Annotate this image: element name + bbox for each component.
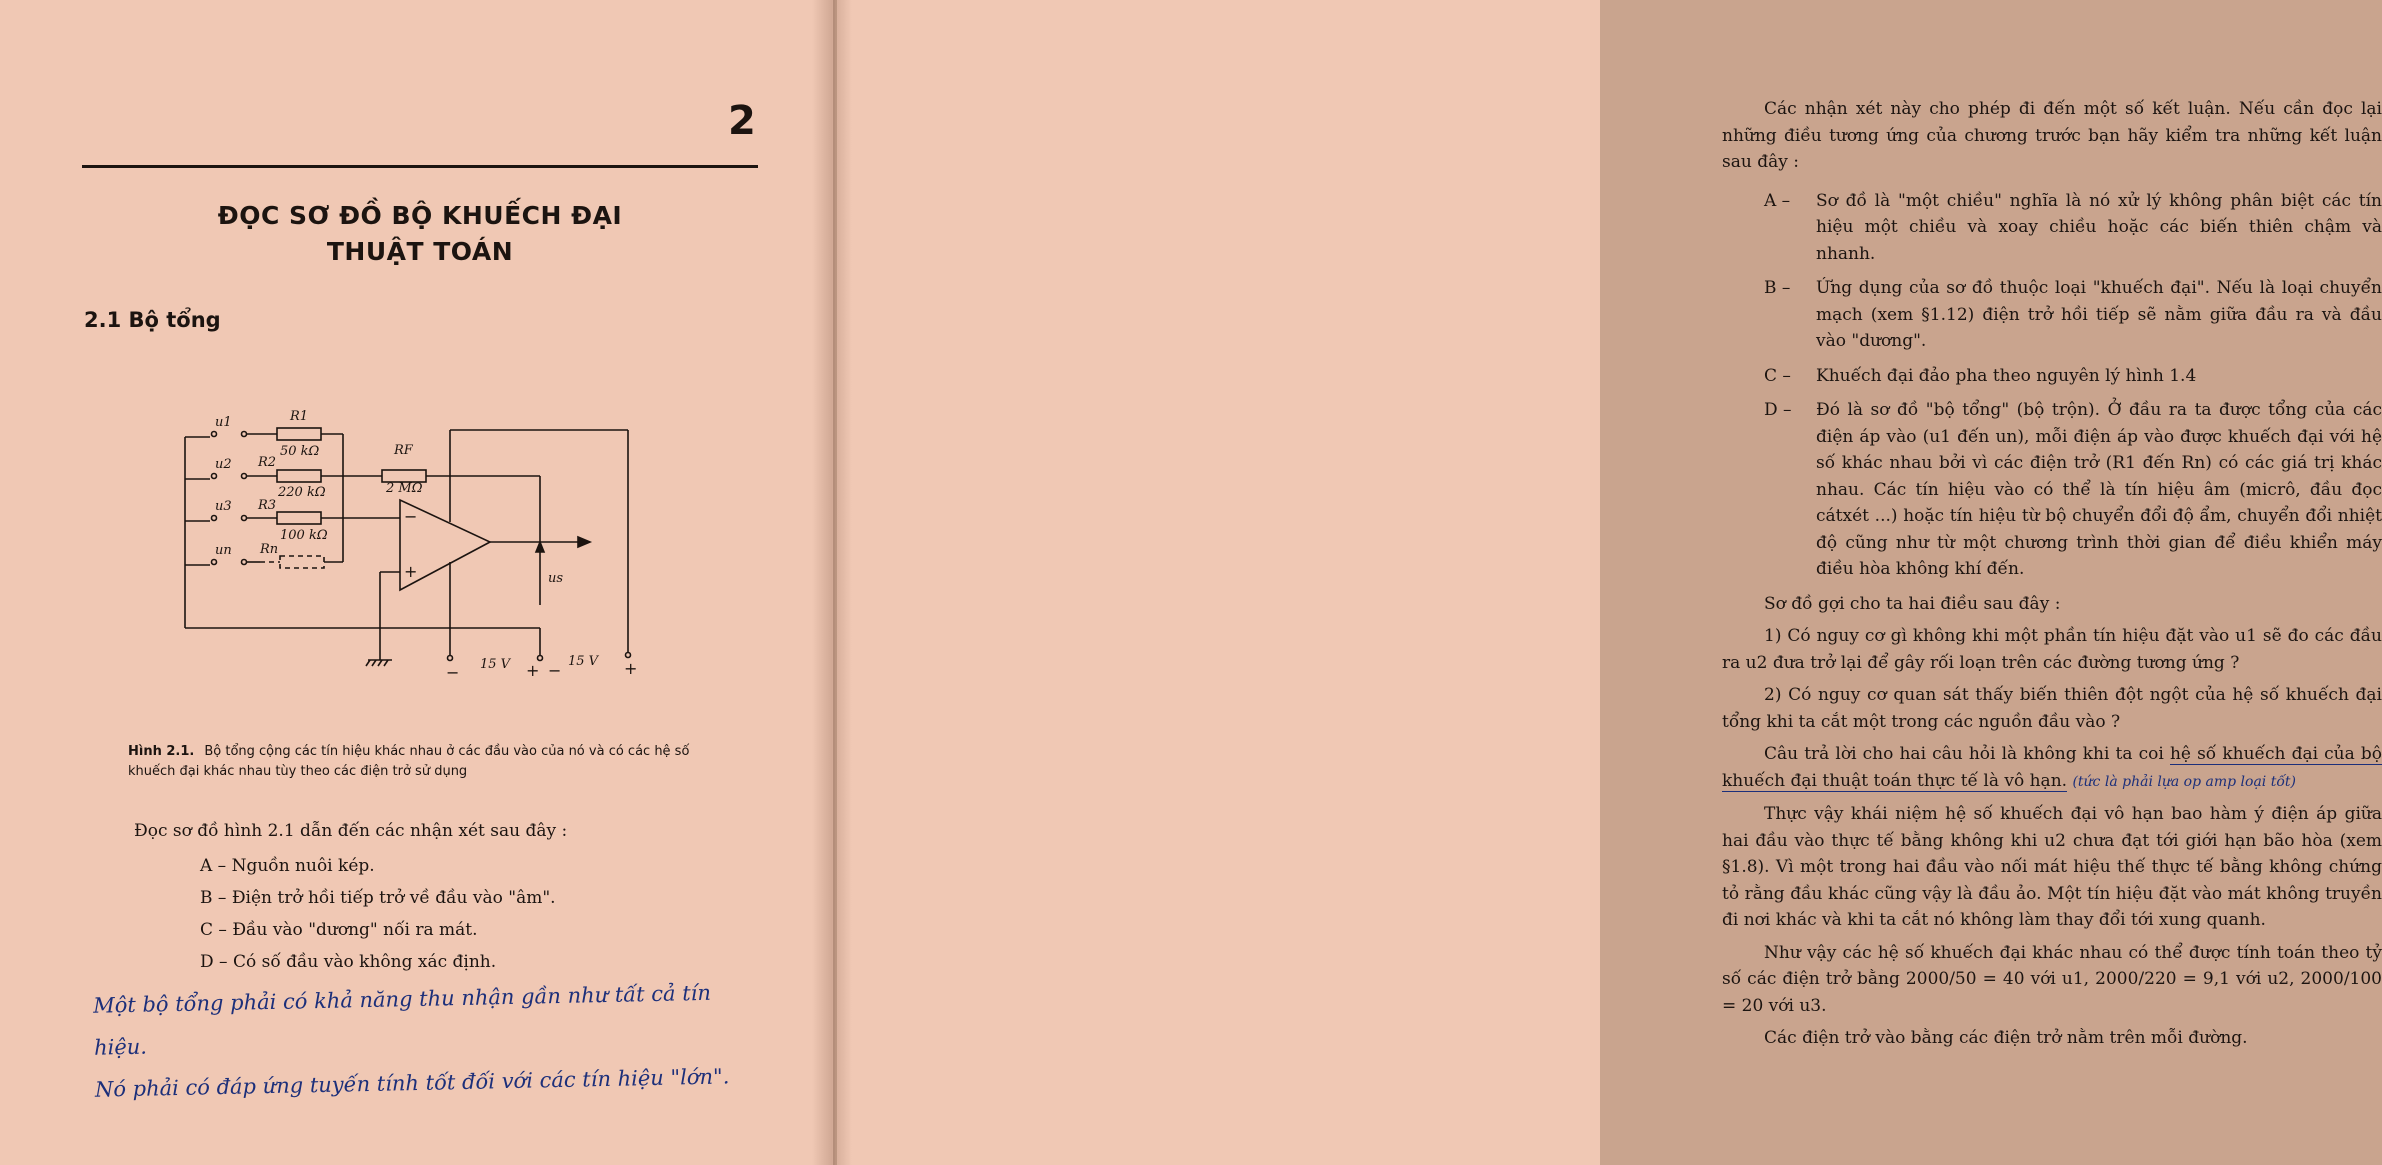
gains-paragraph: Như vậy các hệ số khuếch đại khác nhau có thể được tính toán theo tỷ số các điện trở bằng 2000/50 = 40 với u1, 2000/220 = 9,1 với u2, 2000/100 = 20 với u3. — [1722, 942, 2382, 1016]
handwritten-note-line2: Nó phải có đáp ứng tuyến tính tốt đối với các tín hiệu "lớn". — [94, 1064, 730, 1102]
caption-text: Bộ tổng cộng các tín hiệu khác nhau ở các đầu vào của nó và có các hệ số khuếch đại khác nhau tùy theo các điện trở sử dụng — [128, 744, 690, 779]
question-2: 2) Có nguy cơ quan sát thấy biến thiên đột ngột của hệ số khuếch đại tổng khi ta cắt một trong các nguồn đầu vào ? — [1722, 685, 2382, 732]
item-key: C – — [1764, 365, 1791, 386]
suggestion-intro: Sơ đồ gợi cho ta hai điều sau đây : — [1764, 593, 2061, 614]
right-page — [837, 0, 2382, 1165]
resistor-name-r2: R2 — [258, 455, 277, 470]
right-text-column — [1722, 96, 2382, 1052]
item-text: Đầu vào "dương" nối ra mát. — [232, 920, 478, 940]
item-text: Nguồn nuôi kép. — [231, 856, 375, 876]
terminal-minus-sign-2: − — [548, 661, 562, 680]
opamp-minus-sign: − — [404, 507, 418, 526]
chapter-title — [82, 198, 758, 270]
output-label: us — [548, 571, 564, 586]
conclusions-intro: Các nhận xét này cho phép đi đến một số kết luận. Nếu cần đọc lại những điều tương ứng của chương trước bạn hãy kiểm tra những kết luận sau đây : — [1722, 99, 2382, 172]
item-text: Ứng dụng của sơ đồ thuộc loại "khuếch đại". Nếu là loại chuyển mạch (xem §1.12) điện trở hồi tiếp sẽ nằm giữa đầu ra và đầu vào "dương". — [1816, 278, 2382, 351]
supply-positive-label: 15 V — [568, 654, 599, 669]
terminal-plus-sign-2: + — [624, 659, 638, 678]
last-paragraph: Các điện trở vào bằng các điện trở nằm trên mỗi đường. — [1764, 1028, 2248, 1048]
item-key: B – — [1764, 278, 1791, 298]
item-text: Khuếch đại đảo pha theo nguyên lý hình 1.4 — [1816, 365, 2197, 386]
observations-intro: Đọc sơ đồ hình 2.1 dẫn đến các nhận xét sau đây : — [134, 821, 568, 841]
input-label-u1: u1 — [215, 415, 232, 430]
item-key: D – — [1764, 400, 1792, 420]
chapter-title-line2: THUẬT TOÁN — [326, 237, 514, 266]
summing-amplifier-diagram — [150, 400, 650, 690]
list-item — [1764, 275, 2382, 355]
chapter-number: 2 — [728, 98, 756, 144]
resistor-name-rn: Rn — [260, 542, 279, 557]
list-item — [200, 882, 760, 914]
list-item — [1764, 397, 2382, 583]
list-item — [1764, 188, 2382, 268]
item-key: B – — [200, 888, 227, 908]
input-label-u2: u2 — [215, 457, 232, 472]
list-item — [1764, 363, 2382, 390]
terminal-minus-sign: − — [446, 663, 460, 682]
opamp-plus-sign: + — [404, 562, 418, 581]
item-key: A – — [1764, 190, 1791, 211]
item-text: Đó là sơ đồ "bộ tổng" (bộ trộn). Ở đầu ra ta được tổng của các điện áp vào (u1 đến un), mỗi điện áp vào được khuếch đại với hệ số khác nhau bởi vì các điện trở (R1 đến Rn) có các giá trị khác nhau. Các tín hiệu vào có thể là tín hiệu âm (micrô, đầu đọc cátxét ...) hoặc tín hiệu từ bộ chuyển đổi độ ẩm, chuyển đổi nhiệt độ cũng như từ một chương trình thời gian để điều khiển máy điều hòa không khí đến. — [1816, 400, 2382, 579]
input-label-u3: u3 — [215, 499, 232, 514]
handwritten-note-line1: Một bộ tổng phải có khả năng thu nhận gần như tất cả tín hiệu. — [92, 980, 712, 1060]
input-label-un: un — [215, 543, 232, 558]
list-item — [200, 914, 760, 946]
chapter-title-line1: ĐỌC SƠ ĐỒ BỘ KHUẾCH ĐẠI — [217, 201, 623, 230]
answer-paragraph — [1722, 741, 2382, 795]
infinite-gain-paragraph: Thực vậy khái niệm hệ số khuếch đại vô hạn bao hàm ý điện áp giữa hai đầu vào thực tế bằng không khi u2 chưa đạt tới giới hạn bão hòa (xem §1.8). Vì một trong hai đầu vào nối mát hiệu thế thực tế bằng không chứng tỏ rằng đầu khác cũng vậy là đầu ảo. Một tín hiệu đặt vào mát không truyền đi nơi khác và khi ta cắt nó không làm thay đổi tới xung quanh. — [1722, 804, 2382, 930]
observations-list — [200, 850, 760, 978]
resistor-name-r3: R3 — [258, 498, 277, 513]
resistor-name-r1: R1 — [290, 409, 309, 424]
item-key: D – — [200, 952, 228, 972]
answer-underlined: hệ số khuếch đại của bộ khuếch đại thuật toán thực tế là vô hạn. — [1722, 744, 2382, 791]
item-text: Có số đầu vào không xác định. — [232, 952, 497, 972]
chapter-rule — [82, 165, 758, 168]
handwritten-note — [93, 971, 735, 1110]
supply-negative-label: 15 V — [480, 657, 511, 672]
item-key: C – — [200, 920, 227, 940]
terminal-plus-sign: + — [526, 661, 540, 680]
item-text: Sơ đồ là "một chiều" nghĩa là nó xử lý không phân biệt các tín hiệu một chiều và xoay chiều hoặc các biến thiên chậm và nhanh. — [1816, 190, 2382, 264]
resistor-value-r1: 50 kΩ — [280, 444, 320, 459]
feedback-resistor-name: RF — [394, 443, 413, 458]
caption-label: Hình 2.1. — [128, 744, 195, 759]
left-page — [0, 0, 835, 1165]
figure-caption — [128, 742, 728, 782]
answer-start: Câu trả lời cho hai câu hỏi là không khi ta coi — [1764, 744, 2170, 764]
margin-note: (tức là phải lựa op amp loại tốt) — [2072, 773, 2297, 790]
question-1: 1) Có nguy cơ gì không khi một phần tín hiệu đặt vào u1 sẽ đo các đầu ra u2 đưa trở lại để gây rối loạn trên các đường tương ứng ? — [1722, 626, 2382, 673]
resistor-value-r3: 100 kΩ — [280, 528, 328, 543]
feedback-resistor-value: 2 MΩ — [386, 481, 423, 496]
list-item — [200, 850, 760, 882]
item-key: A – — [200, 856, 227, 876]
resistor-value-r2: 220 kΩ — [278, 485, 326, 500]
section-heading: 2.1 Bộ tổng — [84, 308, 221, 332]
item-text: Điện trở hồi tiếp trở về đầu vào "âm". — [231, 888, 556, 908]
